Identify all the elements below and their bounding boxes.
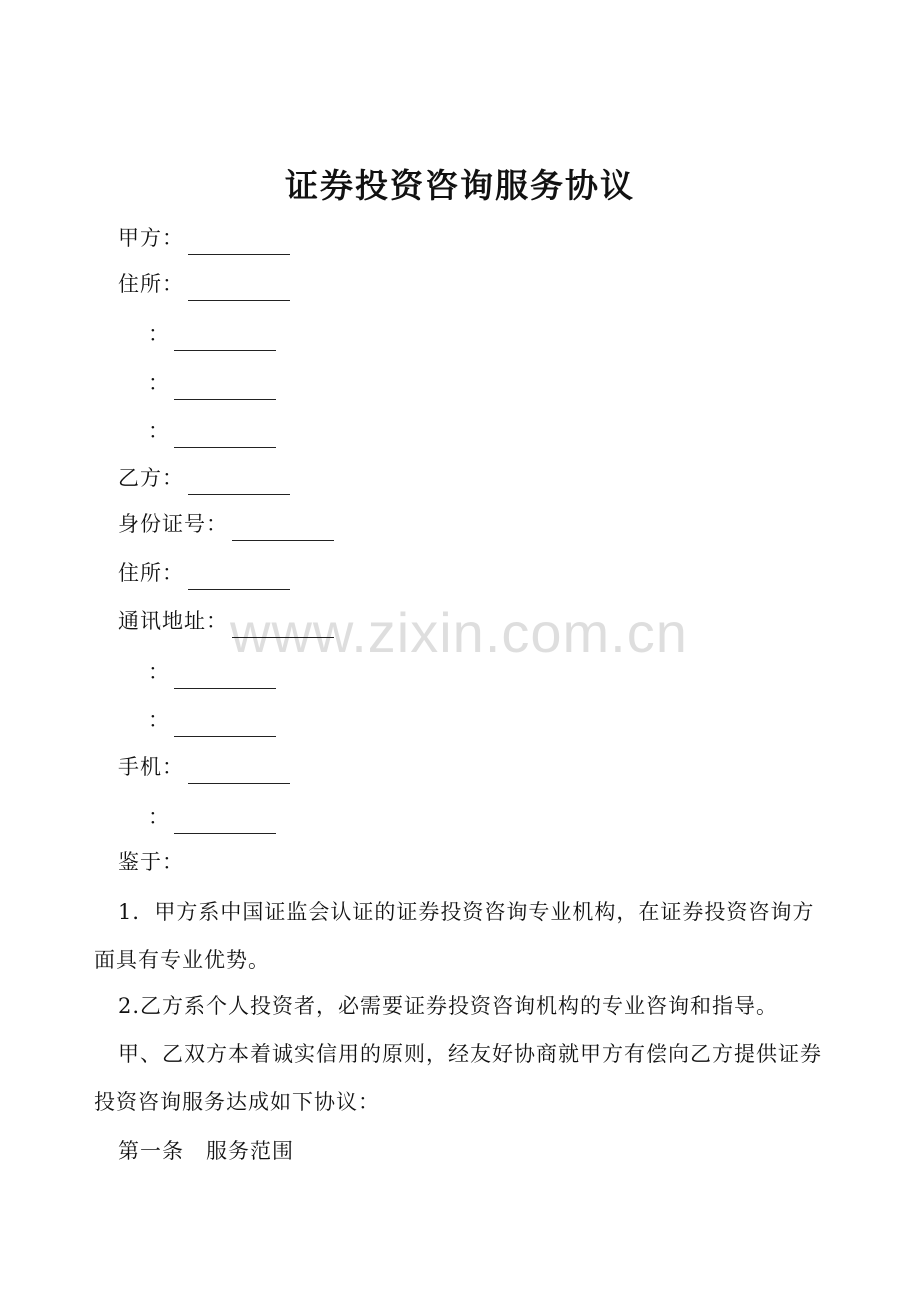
blank-line-1 (148, 317, 276, 351)
blank-line-2 (148, 366, 276, 400)
blank-label-4: ： (148, 660, 170, 684)
mobile-blank (188, 761, 290, 784)
blank-label-2: ： (148, 371, 170, 395)
party-a-blank (188, 232, 290, 255)
blank-field-1 (174, 328, 276, 351)
blank-label-1: ： (148, 322, 170, 346)
party-a-label: 甲方： (118, 226, 184, 250)
party-b-address-blank (188, 567, 290, 590)
mobile-line (118, 750, 290, 784)
party-a-address-line (118, 267, 290, 301)
id-number-line (118, 507, 334, 541)
whereas-heading: 鉴于： (118, 850, 184, 874)
blank-line-3 (148, 414, 276, 448)
blank-field-3 (174, 425, 276, 448)
clause-1: 1．甲方系中国证监会认证的证券投资咨询专业机构，在证券投资咨询方面具有专业优势。 (94, 900, 815, 972)
party-a-line (118, 221, 290, 255)
blank-field-5 (174, 714, 276, 737)
mailing-address-blank (232, 615, 334, 638)
document-title: 证券投资咨询服务协议 (285, 166, 635, 205)
blank-field-6 (174, 811, 276, 834)
id-number-label: 身份证号： (118, 512, 228, 536)
watermark: www.zixin.com.cn (230, 601, 688, 664)
blank-label-6: ： (148, 805, 170, 829)
id-number-blank (232, 518, 334, 541)
party-b-address-label: 住所： (118, 561, 184, 585)
party-b-line (118, 461, 290, 495)
blank-label-5: ： (148, 708, 170, 732)
party-a-address-label: 住所： (118, 272, 184, 296)
blank-field-4 (174, 666, 276, 689)
party-a-address-blank (188, 278, 290, 301)
article-1-heading: 第一条 服务范围 (118, 1139, 294, 1163)
party-b-label: 乙方： (118, 466, 184, 490)
party-b-address-line (118, 556, 290, 590)
mobile-label: 手机： (118, 755, 184, 779)
blank-label-3: ： (148, 419, 170, 443)
clause-2: 2.乙方系个人投资者，必需要证券投资咨询机构的专业咨询和指导。 (118, 994, 779, 1018)
blank-field-2 (174, 377, 276, 400)
blank-line-6 (148, 800, 276, 834)
mailing-address-line (118, 604, 334, 638)
blank-line-5 (148, 703, 276, 737)
clause-3: 甲、乙双方本着诚实信用的原则，经友好协商就甲方有偿向乙方提供证券投资咨询服务达成如下协议： (94, 1042, 822, 1114)
party-b-blank (188, 472, 290, 495)
blank-line-4 (148, 655, 276, 689)
mailing-address-label: 通讯地址： (118, 609, 228, 633)
